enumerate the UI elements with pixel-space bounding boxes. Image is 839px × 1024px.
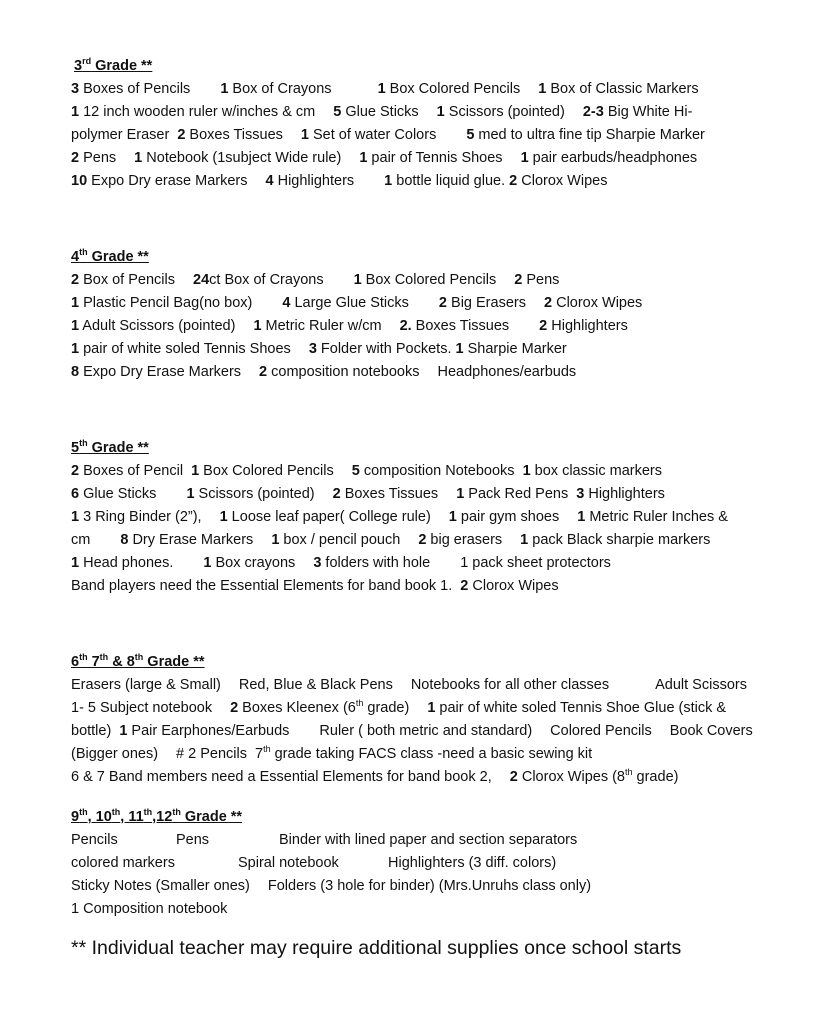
grade-4-line-4: 1 pair of white soled Tennis Shoes 3 Folder with Pockets. 1 Sharpie Marker	[71, 341, 567, 358]
grade-5-line-3: 1 3 Ring Binder (2”), 1 Loose leaf paper( College rule) 1 pair gym shoes 1 Metric Ruler Inches &	[71, 509, 728, 526]
grade-4-line-1: 2 Box of Pencils 24ct Box of Crayons 1 Box Colored Pencils 2 Pens	[71, 272, 560, 288]
grade-4-line-3: 1 Adult Scissors (pointed) 1 Metric Ruler w/cm 2. Boxes Tissues 2 Highlighters	[71, 318, 628, 335]
grade-5-line-6: Band players need the Essential Elements for band book 1. 2 Clorox Wipes	[71, 578, 559, 595]
grade-9-12-section	[71, 806, 761, 921]
grade-5-line-2: 6 Glue Sticks 1 Scissors (pointed) 2 Boxes Tissues 1 Pack Red Pens 3 Highlighters	[71, 486, 665, 503]
grade-9-12-line-2: colored markers Spiral notebook Highlighters (3 diff. colors)	[71, 855, 557, 872]
grade-3-line-4: 2 Pens 1 Notebook (1subject Wide rule) 1 pair of Tennis Shoes 1 pair earbuds/headphones	[71, 150, 698, 167]
grade-5-heading: 5th Grade **	[71, 438, 149, 456]
grade-6-8-line-3: bottle) 1 Pair Earphones/Earbuds Ruler ( both metric and standard) Colored Pencils Book Covers	[71, 723, 753, 740]
grade-4-heading: 4th Grade **	[71, 247, 149, 265]
grade-5-section	[71, 437, 761, 599]
grade-6-8-heading: 6th 7th & 8th Grade **	[71, 652, 205, 670]
grade-9-12-line-3: Sticky Notes (Smaller ones) Folders (3 hole for binder) (Mrs.Unruhs class only)	[71, 878, 592, 895]
grade-5-line-4: cm 8 Dry Erase Markers 1 box / pencil pouch 2 big erasers 1 pack Black sharpie markers	[71, 532, 711, 549]
grade-5-line-1: 2 Boxes of Pencil 1 Box Colored Pencils 5 composition Notebooks 1 box classic markers	[71, 463, 662, 479]
grade-6-8-line-1: Erasers (large & Small) Red, Blue & Black Pens Notebooks for all other classes Adult Scissors	[71, 677, 747, 693]
grade-4-line-5: 8 Expo Dry Erase Markers 2 composition notebooks Headphones/earbuds	[71, 364, 577, 381]
grade-3-line-1: 3 Boxes of Pencils 1 Box of Crayons 1 Box Colored Pencils 1 Box of Classic Markers	[71, 81, 699, 97]
grade-9-12-heading: 9th, 10th, 11th,12th Grade **	[71, 807, 243, 825]
grade-3-heading: 3rd Grade **	[74, 56, 153, 74]
grade-3-section	[71, 55, 761, 193]
grade-9-12-line-4: 1 Composition notebook	[71, 901, 228, 918]
grade-3-line-3: polymer Eraser 2 Boxes Tissues 1 Set of water Colors 5 med to ultra fine tip Sharpie Marker	[71, 127, 705, 144]
grade-9-12-line-1: Pencils Pens Binder with lined paper and section separators	[71, 832, 578, 848]
grade-4-section	[71, 246, 761, 384]
grade-6-8-line-4: (Bigger ones) # 2 Pencils 7th grade taking FACS class -need a basic sewing kit	[71, 744, 593, 763]
grade-3-line-2: 1 12 inch wooden ruler w/inches & cm 5 Glue Sticks 1 Scissors (pointed) 2-3 Big White Hi-	[71, 104, 693, 121]
footer-note: ** Individual teacher may require additional supplies once school starts	[71, 937, 682, 959]
grade-4-line-2: 1 Plastic Pencil Bag(no box) 4 Large Glue Sticks 2 Big Erasers 2 Clorox Wipes	[71, 295, 643, 312]
grade-5-line-5: 1 Head phones. 1 Box crayons 3 folders with hole 1 pack sheet protectors	[71, 555, 611, 572]
grade-6-8-section	[71, 651, 761, 789]
grade-6-8-line-2: 1- 5 Subject notebook 2 Boxes Kleenex (6th grade) 1 pair of white soled Tennis Shoe Glue (stick &	[71, 698, 727, 717]
grade-6-8-line-5: 6 & 7 Band members need a Essential Elements for band book 2, 2 Clorox Wipes (8th grade)	[71, 767, 679, 786]
grade-3-line-5: 10 Expo Dry erase Markers 4 Highlighters 1 bottle liquid glue. 2 Clorox Wipes	[71, 173, 608, 190]
